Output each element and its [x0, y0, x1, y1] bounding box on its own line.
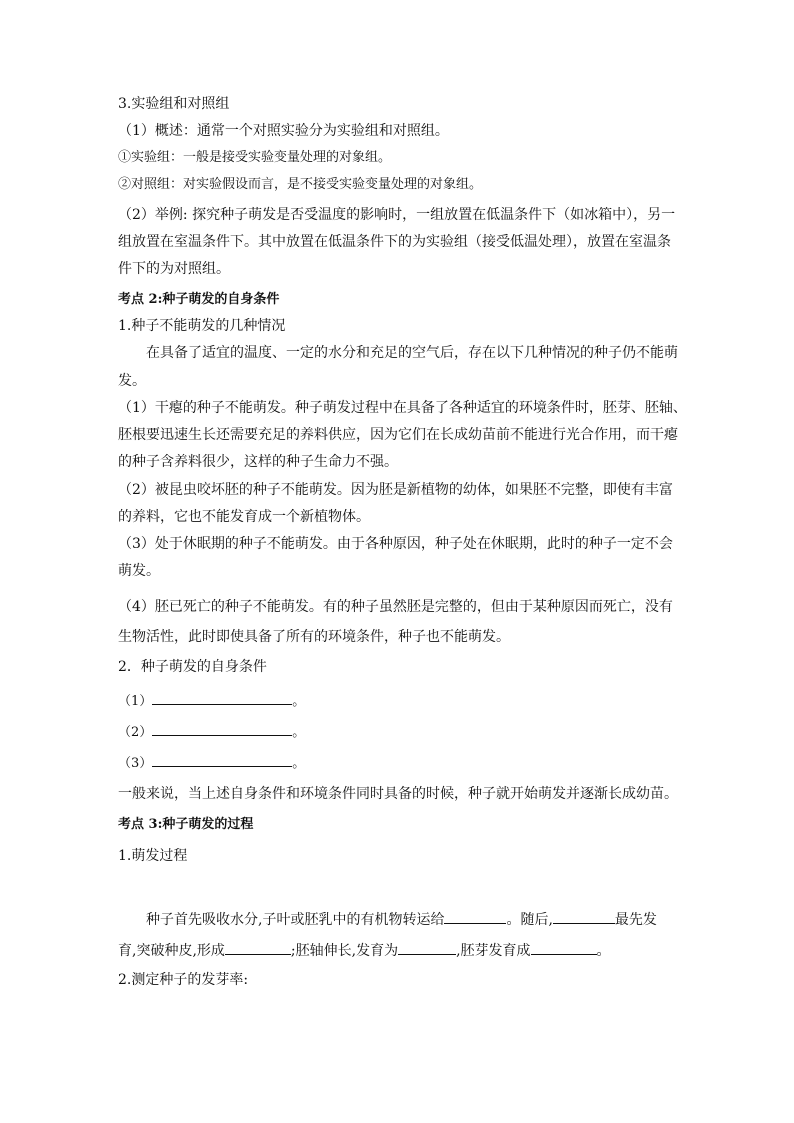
fill-blank-2-line[interactable]	[152, 721, 292, 736]
case-2-line-1: （2）被昆虫咬坏胚的种子不能萌发。因为胚是新植物的幼体，如果胚不完整，即使有丰富	[118, 482, 673, 498]
process-blank-2[interactable]	[553, 909, 615, 924]
fill-blank-2-label: （2）	[118, 725, 153, 740]
fill-blank-2	[118, 721, 678, 743]
section-3-example-line-1: （2）举例: 探究种子萌发是否受温度的影响时，一组放置在低温条件下（如冰箱中），另一	[118, 207, 676, 223]
case-1-line-1: （1）干瘪的种子不能萌发。种子萌发过程中在具备了各种适宜的环境条件时，胚芽、胚轴、	[118, 400, 687, 416]
process-line-2	[118, 940, 678, 961]
process-text-1b: 。随后,	[506, 912, 553, 928]
kp2-intro-line-2: 发。	[118, 373, 146, 389]
case-3-line-1: （3）处于休眠期的种子不能萌发。由于各种原因，种子处在休眠期，此时的种子一定不会	[118, 536, 673, 552]
section-3-example-line-2: 组放置在室温条件下。其中放置在低温条件下的为实验组（接受低温处理），放置在室温条	[118, 234, 671, 250]
fill-blank-2-period: 。	[292, 725, 306, 740]
process-text-2a: 育,突破种皮,形成	[118, 943, 225, 959]
process-text-2b: ;胚轴伸长,发育为	[290, 943, 399, 959]
case-1-line-3: 的种子含养料很少，这样的种子生命力不强。	[118, 454, 398, 470]
kp2-heading: 考点 2:种子萌发的自身条件	[118, 292, 280, 307]
fill-blank-3-line[interactable]	[152, 752, 292, 767]
case-3-line-2: 萌发。	[118, 563, 160, 579]
case-2-line-2: 的养料，它也不能发育成一个新植物体。	[118, 509, 370, 525]
fill-blank-3	[118, 752, 678, 774]
fill-blank-1-line[interactable]	[152, 690, 292, 705]
summary-line: 一般来说，当上述自身条件和环境条件同时具备的时候，种子就开始萌发并逐渐长成幼苗。	[118, 786, 678, 802]
process-line-1	[146, 909, 706, 930]
kp2-sub-1-title: 1.种子不能萌发的几种情况	[118, 318, 286, 334]
kp3-sub-1-title: 1.萌发过程	[118, 848, 188, 864]
section-3-example-line-3: 件下的为对照组。	[118, 261, 230, 277]
case-4-line-1: （4）胚已死亡的种子不能萌发。有的种子虽然胚是完整的，但由于某种原因而死亡，没有	[118, 599, 673, 615]
kp3-sub-2-title: 2.测定种子的发芽率:	[118, 972, 249, 988]
kp2-sub-2-title: 2．种子萌发的自身条件	[118, 659, 267, 675]
process-blank-5[interactable]	[531, 940, 597, 955]
process-text-1a: 种子首先吸收水分,子叶或胚乳中的有机物转运给	[146, 912, 445, 928]
section-3-control-group: ②对照组：对实验假设而言，是不接受实验变量处理的对象组。	[118, 177, 483, 192]
process-text-2d: 。	[596, 943, 611, 959]
case-4-line-2: 生物活性，此时即使具备了所有的环境条件，种子也不能萌发。	[118, 629, 510, 645]
section-3-title: 3.实验组和对照组	[118, 96, 230, 112]
kp3-heading: 考点 3:种子萌发的过程	[118, 817, 254, 832]
fill-blank-1-label: （1）	[118, 694, 153, 709]
fill-blank-1-period: 。	[292, 694, 306, 709]
fill-blank-1	[118, 690, 678, 712]
kp2-intro-line-1: 在具备了适宜的温度、一定的水分和充足的空气后，存在以下几种情况的种子仍不能萌	[146, 345, 678, 361]
fill-blank-3-label: （3）	[118, 756, 153, 771]
case-1-line-2: 胚根要迅速生长还需要充足的养料供应，因为它们在长成幼苗前不能进行光合作用，而干瘪	[118, 427, 678, 443]
process-text-1c: 最先发	[614, 912, 657, 928]
process-blank-4[interactable]	[398, 940, 456, 955]
process-blank-3[interactable]	[225, 940, 291, 955]
process-blank-1[interactable]	[444, 909, 506, 924]
section-3-overview: （1）概述：通常一个对照实验分为实验组和对照组。	[118, 123, 449, 139]
section-3-experiment-group: ①实验组：一般是接受实验变量处理的对象组。	[118, 150, 392, 165]
process-text-2c: ,胚芽发育成	[456, 943, 531, 959]
fill-blank-3-period: 。	[292, 756, 306, 771]
